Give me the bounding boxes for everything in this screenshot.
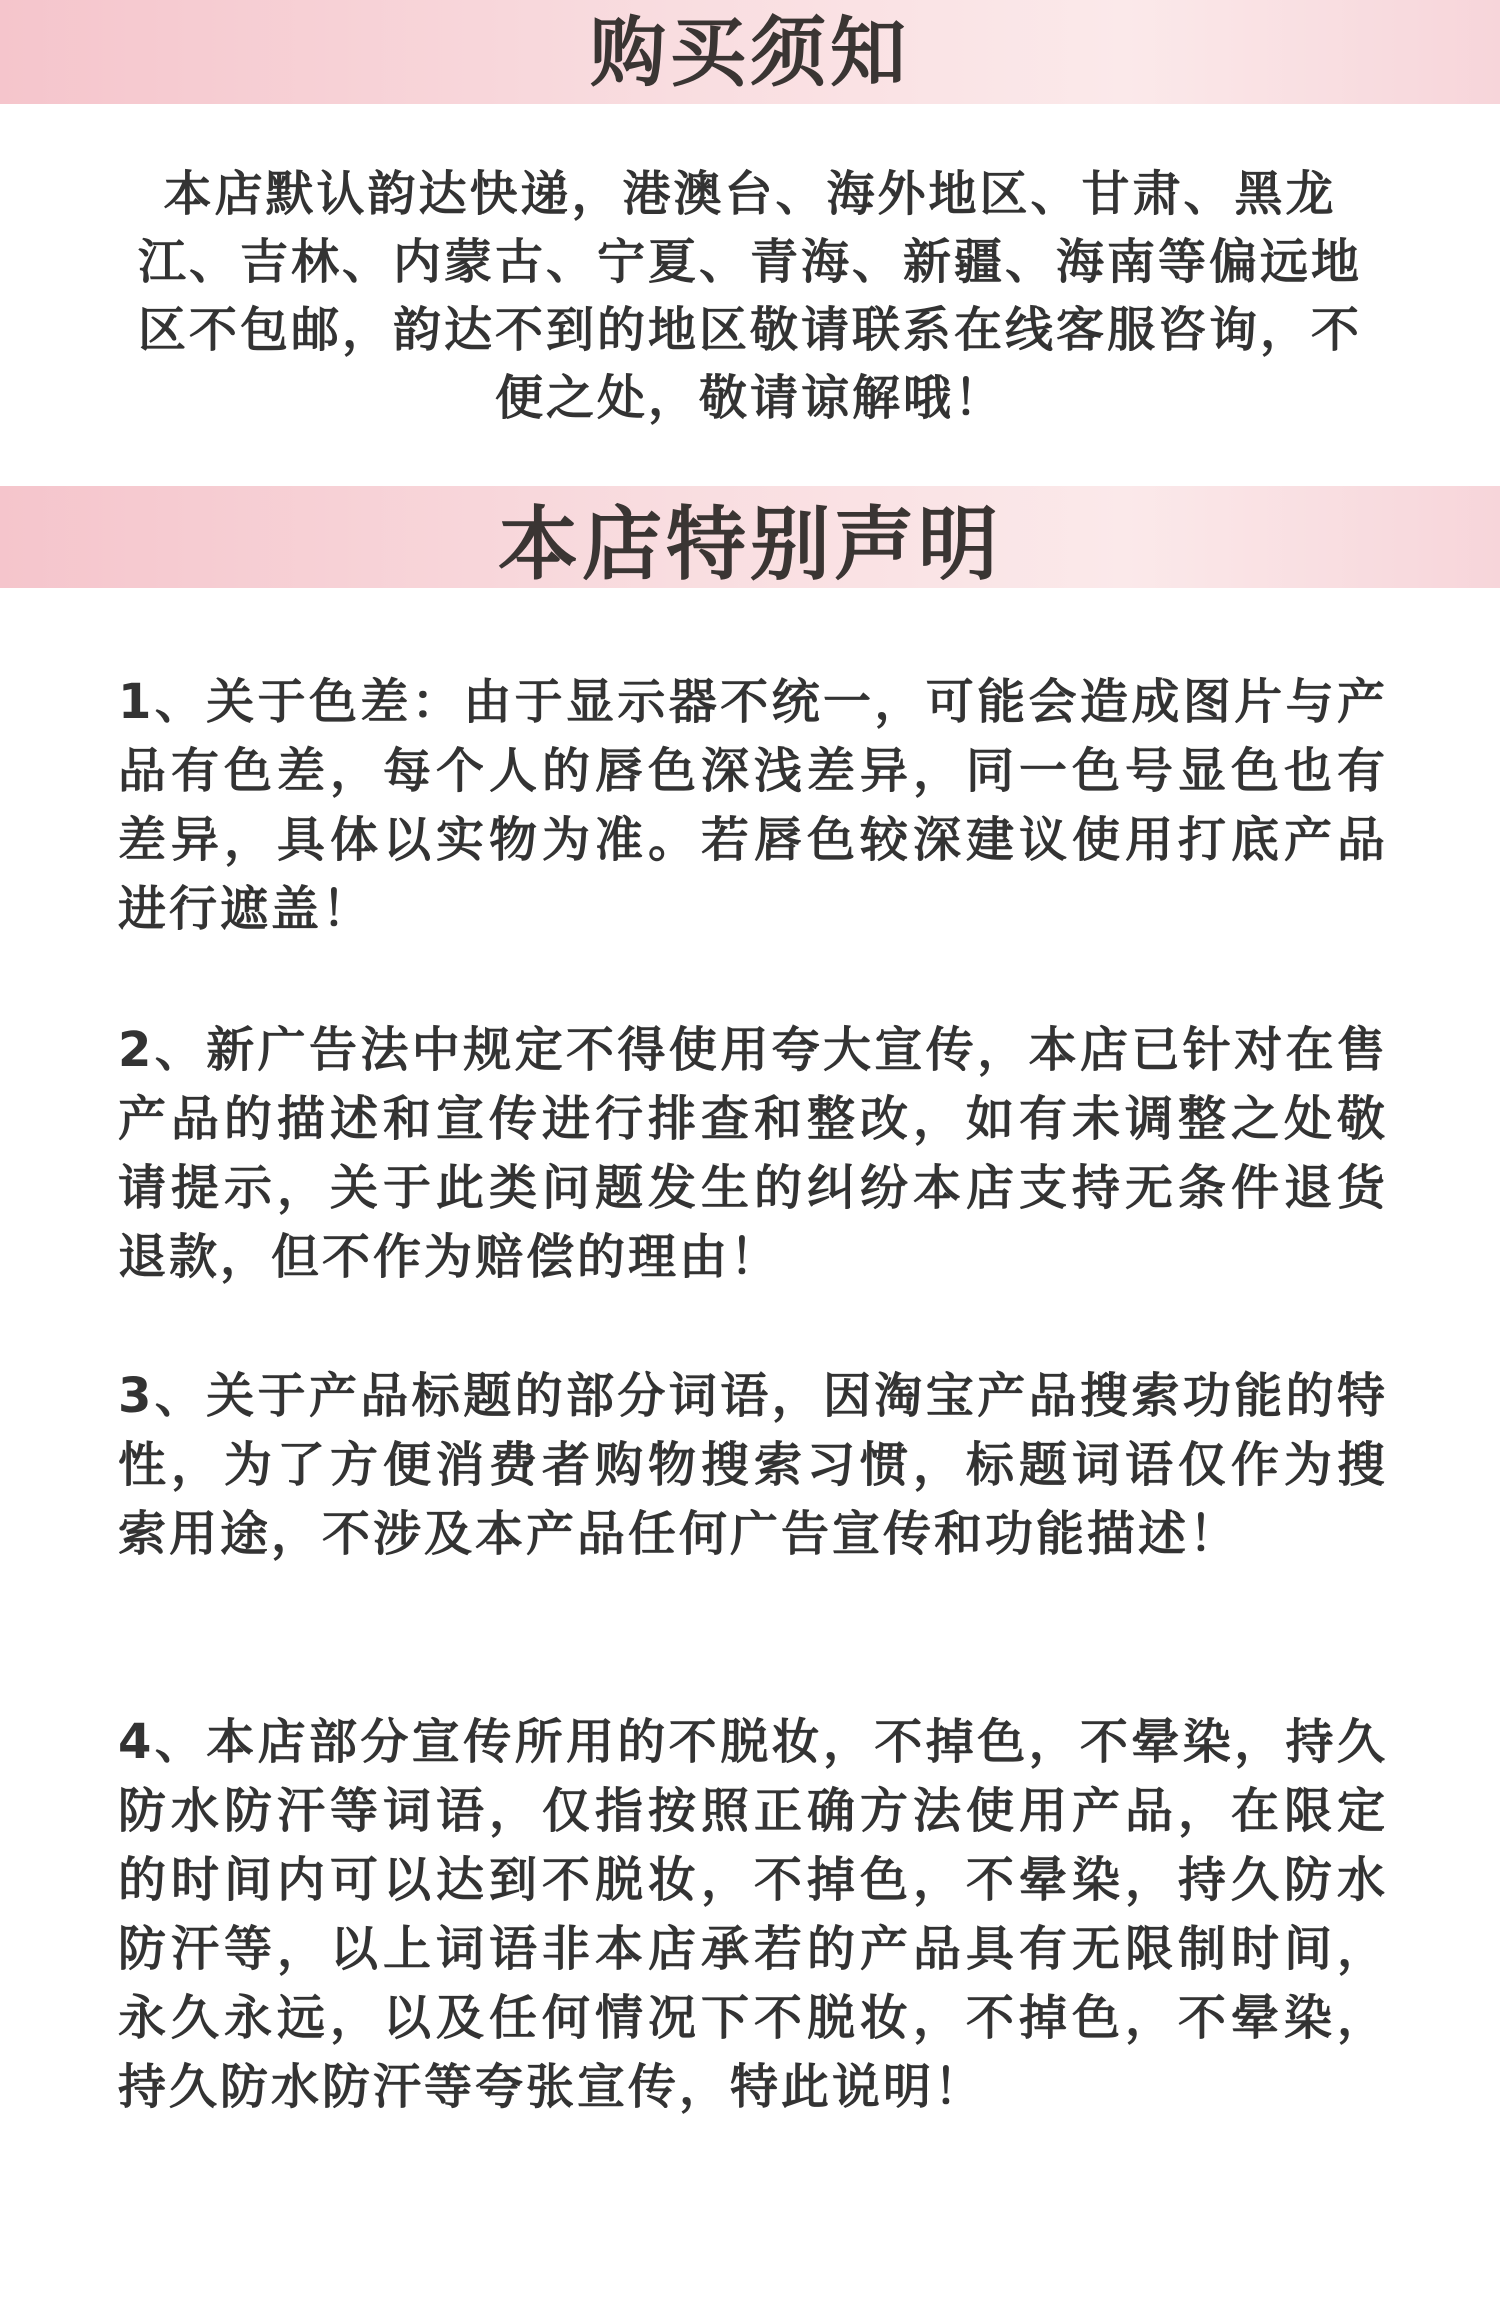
statement-item-wear-claims: 4、本店部分宣传所用的不脱妆，不掉色，不晕染，持久防水防汗等词语，仅指按照正确方法使用产品，在限定的时间内可以达到不脱妆，不掉色，不晕染，持久防水防汗等，以上词语非本店承若的产品具有无限制时间，永久永远，以及任何情况下不脱妆，不掉色，不晕染，持久防水防汗等夸张宣传，特此说明！ xyxy=(118,1714,1388,2115)
purchase-notice-title: 购买须知 xyxy=(590,7,910,97)
statement-item-color-difference: 1、关于色差：由于显示器不统一，可能会造成图片与产品有色差，每个人的唇色深浅差异，同一色号显色也有差异，具体以实物为准。若唇色较深建议使用打底产品进行遮盖！ xyxy=(118,674,1388,937)
store-statement-banner xyxy=(0,486,1500,591)
purchase-notice-banner xyxy=(0,0,1500,104)
purchase-notice-text: 本店默认韵达快递，港澳台、海外地区、甘肃、黑龙江、吉林、内蒙古、宁夏、青海、新疆、海南等偏远地区不包邮，韵达不到的地区敬请联系在线客服咨询，不便之处，敬请谅解哦！ xyxy=(137,166,1362,426)
statement-item-advertising-law: 2、新广告法中规定不得使用夸大宣传，本店已针对在售产品的描述和宣传进行排查和整改，如有未调整之处敬请提示，关于此类问题发生的纠纷本店支持无条件退货退款，但不作为赔偿的理由！ xyxy=(118,1022,1388,1285)
statement-item-product-title: 3、关于产品标题的部分词语，因淘宝产品搜索功能的特性，为了方便消费者购物搜索习惯，标题词语仅作为搜索用途，不涉及本产品任何广告宣传和功能描述！ xyxy=(118,1368,1388,1562)
store-statement-title: 本店特别声明 xyxy=(498,497,1002,591)
